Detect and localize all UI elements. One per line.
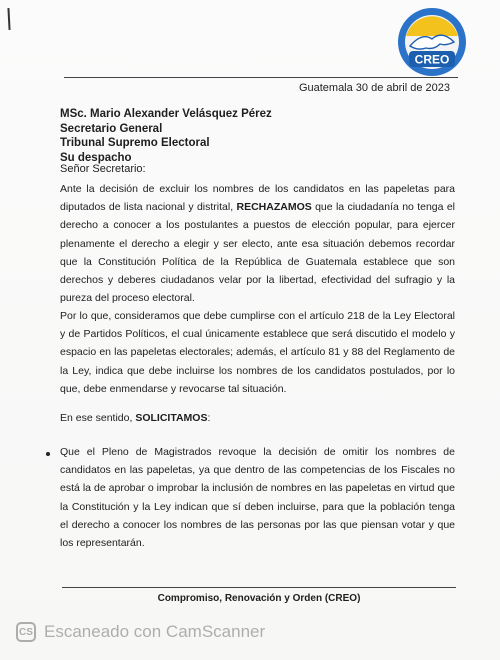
paragraph-rejection-end: que la ciudadanía no tenga el derecho a conocer a los postulantes a puestos de elección popular, para ejercer plenamente el derecho a elegir y ser electo, ante esa situación debemos recordar que la Constitución Política de la República de Guatemala establece que son derechos y deberes ciudadanos velar por la libertad, efectividad del sufragio y la pureza del proceso electoral. [60, 201, 456, 305]
footer-party-name: Compromiso, Renovación y Orden (CREO) [157, 593, 361, 604]
recipient-name: MSc. Mario Alexander Velásquez Pérez [60, 108, 272, 120]
recipient-organization: Tribunal Supremo Electoral [60, 137, 210, 149]
header-divider [64, 77, 458, 78]
request-intro-start: En ese sentido, [60, 412, 136, 424]
paragraph-rejection [60, 180, 455, 307]
request-text: Que el Pleno de Magistrados revoque la decisión de omitir los nombres de candidatos en las papeletas, ya que dentro de las competencias de los Fiscales no está la de aprobar o improbar la inclusión de nombres en las papeletas en virtud que la Constitución y la Ley indican que sí deben incluirse, para que la población tenga el derecho a conocer los nombres de las personas por las que piensan votar y que los representarán. [60, 446, 455, 550]
salutation: Señor Secretario: [60, 163, 146, 175]
logo-text: CREO [414, 52, 450, 67]
recipient-block [60, 107, 272, 165]
letter-date: Guatemala 30 de abril de 2023 [298, 82, 450, 94]
recipient-title: Secretario General [60, 122, 163, 135]
bullet-icon [46, 452, 50, 456]
request-intro-end: : [207, 412, 211, 424]
paragraph-legal-basis: Por lo que, consideramos que debe cumplirse con el artículo 218 de la Ley Electoral y de Partidos Políticos, el cual únicamente establece que será discutido el modelo y espacio en las papeletas electorales; además, el artículo 81 y 88 del Reglamento de la Ley, indica que debe incluirse los nombres de los candidatos postulados, por lo que, debe enmendarse y revocarse tal situación. [60, 310, 455, 395]
rejection-keyword: RECHAZAMOS [236, 201, 312, 214]
request-keyword: SOLICITAMOS [135, 412, 208, 424]
paragraph-rejection-start: Ante la decisión de excluir los nombres de los candidatos en las papeletas para diputados de lista nacional y distrital, [60, 183, 455, 214]
recipient-office: Su despacho [60, 151, 132, 164]
footer-divider [62, 587, 456, 588]
paragraph-request-intro [60, 409, 455, 427]
watermark-text: Escaneado con CamScanner [44, 622, 266, 641]
camscanner-icon: CS [16, 622, 36, 642]
camscanner-watermark [16, 620, 265, 644]
creo-logo [396, 6, 468, 78]
